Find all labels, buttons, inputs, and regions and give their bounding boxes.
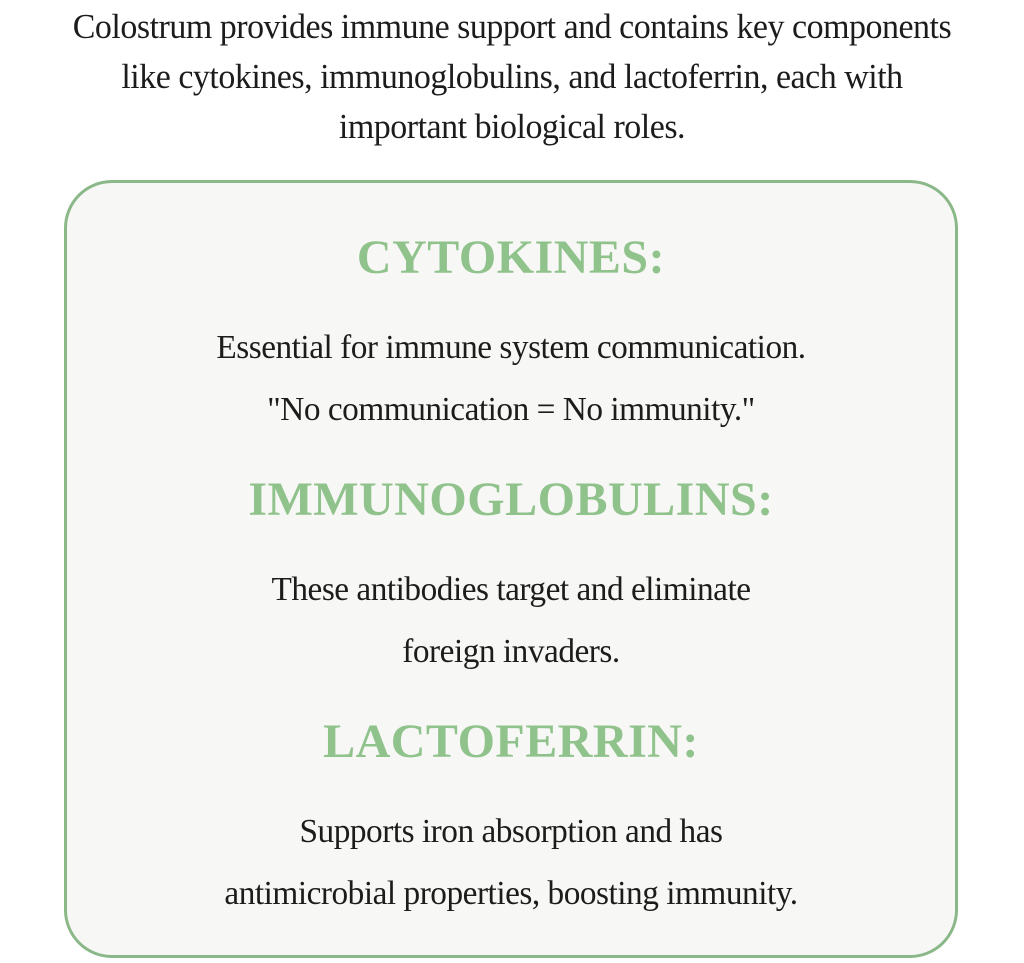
intro-paragraph [0, 0, 1024, 152]
lactoferrin-body [67, 801, 955, 925]
lactoferrin-body-line-1: Supports iron absorption and has [299, 813, 723, 850]
lactoferrin-heading: LACTOFERRIN: [323, 715, 699, 768]
intro-line-1: Colostrum provides immune support and contains key components [72, 7, 952, 46]
cytokines-body-line-1: Essential for immune system communication. [216, 329, 806, 366]
intro-line-3: important biological roles. [338, 107, 686, 146]
cytokines-body [67, 317, 955, 441]
immunoglobulins-body-line-2: foreign invaders. [402, 633, 620, 670]
components-card [64, 180, 958, 958]
intro-line-2: like cytokines, immunoglobulins, and lactoferrin, each with [121, 57, 903, 96]
immunoglobulins-heading: IMMUNOGLOBULINS: [248, 473, 774, 526]
immunoglobulins-body [67, 559, 955, 683]
lactoferrin-body-line-2: antimicrobial properties, boosting immunity. [224, 875, 798, 912]
immunoglobulins-body-line-1: These antibodies target and eliminate [271, 571, 751, 608]
cytokines-heading: CYTOKINES: [356, 231, 666, 284]
cytokines-body-line-2: "No communication = No immunity." [267, 391, 755, 428]
